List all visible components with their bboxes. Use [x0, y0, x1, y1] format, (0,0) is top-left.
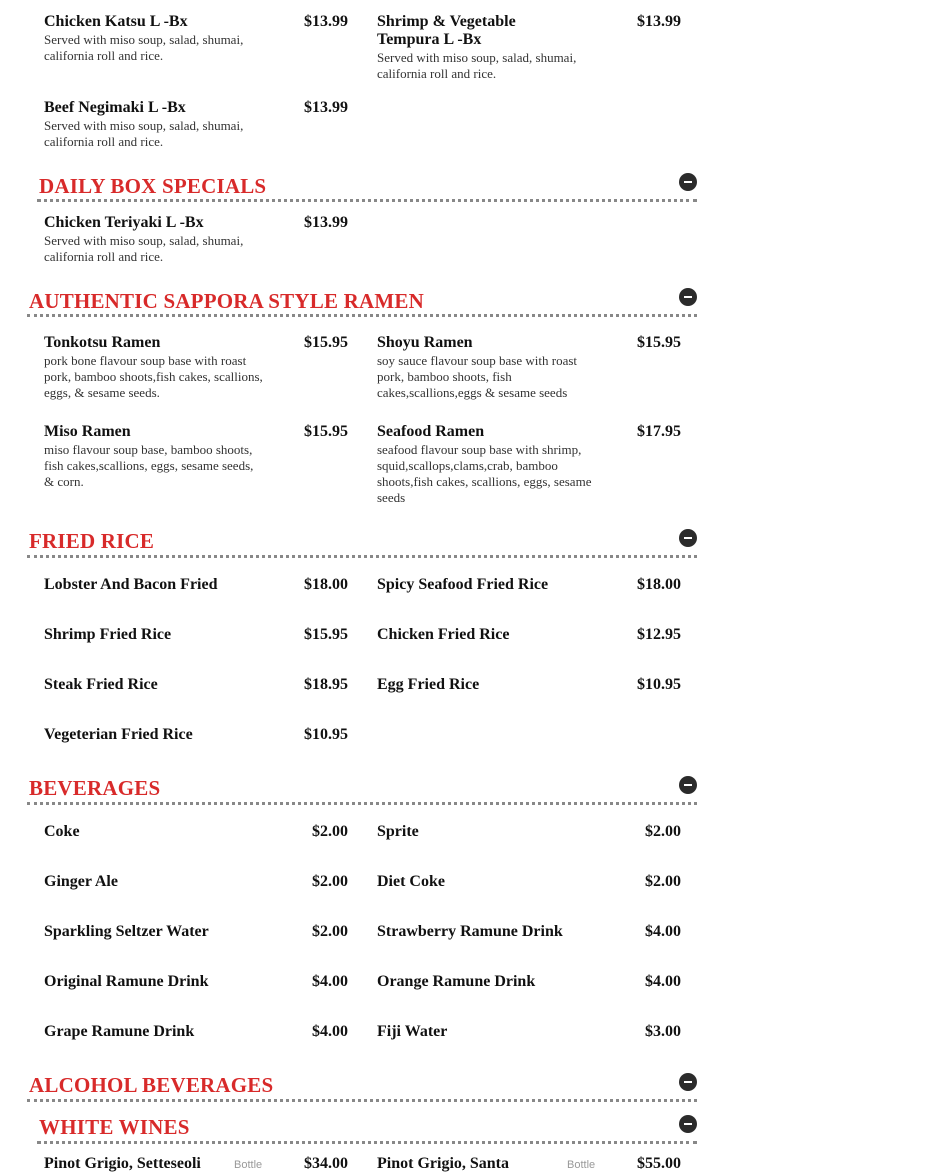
menu-item-name[interactable]: Beef Negimaki L -Bx: [44, 99, 186, 116]
collapse-icon[interactable]: [679, 173, 697, 191]
menu-item-desc: seafood flavour soup base with shrimp, squid,scallops,clams,crab, bamboo shoots,fish cakes, scallions, eggs, sesame seeds: [377, 442, 592, 505]
menu-item-desc: Served with miso soup, salad, shumai, california roll and rice.: [44, 233, 244, 264]
menu-item-name[interactable]: Spicy Seafood Fried Rice: [377, 576, 549, 593]
menu-item-price: $15.95: [637, 334, 681, 351]
menu-item-price: $2.00: [645, 823, 681, 840]
menu-item-desc: miso flavour soup base, bamboo shoots, fish cakes,scallions, eggs, sesame seeds, & corn.: [44, 442, 254, 489]
serving-unit-label: Bottle: [234, 1159, 263, 1171]
menu-item-name[interactable]: Steak Fried Rice: [44, 676, 158, 693]
menu-item-desc: Served with miso soup, salad, shumai, california roll and rice.: [44, 118, 244, 149]
menu-item-name[interactable]: Vegeterian Fried Rice: [44, 726, 193, 743]
menu-item-price: $3.00: [645, 1023, 681, 1040]
section-title-alcohol-beverages: ALCOHOL BEVERAGES: [29, 1073, 274, 1097]
menu-item-name[interactable]: Shoyu Ramen: [377, 334, 473, 351]
section-divider: [27, 802, 697, 805]
section-divider: [27, 314, 697, 317]
menu-item-name[interactable]: Chicken Teriyaki L -Bx: [44, 214, 204, 231]
menu-item-name[interactable]: Sparkling Seltzer Water: [44, 923, 209, 940]
section-divider: [37, 1141, 697, 1144]
menu-item-name[interactable]: Ginger Ale: [44, 873, 118, 890]
menu-item-desc: soy sauce flavour soup base with roast pork, bamboo shoots, fish cakes,scallions,eggs & sesame seeds: [377, 353, 578, 400]
menu-item-name[interactable]: Strawberry Ramune Drink: [377, 923, 563, 940]
collapse-icon[interactable]: [679, 776, 697, 794]
menu-item-price: $15.95: [304, 334, 348, 351]
collapse-icon[interactable]: [679, 1115, 697, 1133]
menu-item-name[interactable]: Original Ramune Drink: [44, 973, 209, 990]
menu-item-price: $12.95: [637, 626, 681, 643]
menu-item-price: $17.95: [637, 423, 681, 440]
menu-item-price: $2.00: [312, 923, 348, 940]
section-title-fried-rice: FRIED RICE: [29, 529, 155, 553]
menu-item-price: $4.00: [645, 923, 681, 940]
menu-item-price: $2.00: [312, 873, 348, 890]
menu-item-price: $13.99: [304, 214, 348, 231]
menu-item-name[interactable]: Coke: [44, 823, 80, 840]
section-title-daily-box-specials: DAILY BOX SPECIALS: [39, 174, 267, 198]
collapse-icon[interactable]: [679, 1073, 697, 1091]
section-divider: [27, 555, 697, 558]
menu-item-name[interactable]: Chicken Fried Rice: [377, 626, 510, 643]
menu-item-price: $55.00: [637, 1155, 681, 1172]
menu-item-name[interactable]: Fiji Water: [377, 1023, 448, 1040]
menu-item-name[interactable]: Lobster And Bacon Fried: [44, 576, 218, 593]
menu-item-price: $18.95: [304, 676, 348, 693]
menu-item-price: $2.00: [645, 873, 681, 890]
menu-item-price: $13.99: [304, 13, 348, 30]
menu-item-name[interactable]: Grape Ramune Drink: [44, 1023, 195, 1040]
menu-item-name[interactable]: Seafood Ramen: [377, 423, 485, 440]
section-divider: [37, 199, 697, 202]
menu-item-price: $4.00: [312, 1023, 348, 1040]
menu-item-name[interactable]: Pinot Grigio, Santa: [377, 1155, 510, 1172]
menu-item-price: $18.00: [304, 576, 348, 593]
menu-item-price: $4.00: [312, 973, 348, 990]
menu-item-name[interactable]: Shrimp Fried Rice: [44, 626, 172, 643]
menu-item-name[interactable]: Tonkotsu Ramen: [44, 334, 161, 351]
menu-item-price: $15.95: [304, 423, 348, 440]
collapse-icon[interactable]: [679, 529, 697, 547]
section-title-white-wines: WHITE WINES: [39, 1115, 190, 1139]
menu-item-price: $18.00: [637, 576, 681, 593]
menu-item-name[interactable]: Sprite: [377, 823, 419, 840]
menu-item-name[interactable]: Diet Coke: [377, 873, 445, 890]
menu-item-name-line2[interactable]: Tempura L -Bx: [377, 31, 482, 48]
collapse-icon[interactable]: [679, 288, 697, 306]
menu-item-desc: Served with miso soup, salad, shumai, california roll and rice.: [44, 32, 244, 63]
menu-item-desc: pork bone flavour soup base with roast pork, bamboo shoots,fish cakes, scallions, eggs, & sesame seeds.: [44, 353, 263, 400]
menu-item-name[interactable]: Pinot Grigio, Setteseoli: [44, 1155, 201, 1172]
menu-item-price: $4.00: [645, 973, 681, 990]
menu-item-name[interactable]: Orange Ramune Drink: [377, 973, 536, 990]
menu-item-name[interactable]: Miso Ramen: [44, 423, 131, 440]
menu-item-name[interactable]: Shrimp & Vegetable: [377, 13, 516, 30]
menu-item-name[interactable]: Chicken Katsu L -Bx: [44, 13, 188, 30]
menu-item-price: $10.95: [637, 676, 681, 693]
serving-unit-label: Bottle: [567, 1159, 596, 1171]
section-title-ramen: AUTHENTIC SAPPORA STYLE RAMEN: [29, 289, 424, 313]
menu-item-name[interactable]: Egg Fried Rice: [377, 676, 480, 693]
menu-item-price: $10.95: [304, 726, 348, 743]
menu-item-price: $13.99: [304, 99, 348, 116]
menu-item-desc: Served with miso soup, salad, shumai, california roll and rice.: [377, 50, 577, 81]
menu-item-price: $2.00: [312, 823, 348, 840]
section-title-beverages: BEVERAGES: [29, 776, 161, 800]
menu-item-price: $15.95: [304, 626, 348, 643]
menu-item-price: $34.00: [304, 1155, 348, 1172]
menu-item-price: $13.99: [637, 13, 681, 30]
section-divider: [27, 1099, 697, 1102]
